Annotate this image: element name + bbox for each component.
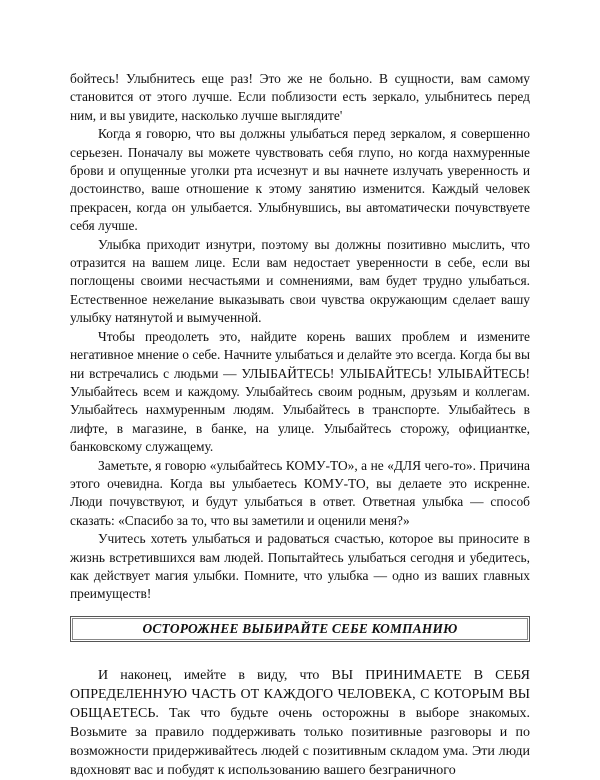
paragraph-smile-inside: Улыбка приходит изнутри, поэтому вы должны позитивно мыслить, что отразится на вашем лице. Если вам недостает уверенности в себе, если вы поглощены своими несчастьями и сомнениями, вам будет трудно улыбаться. Естественное нежелание выказывать свои чувства окружающим сделает вашу улыбку натянутой и вымученной. <box>70 236 530 326</box>
paragraph-company: И наконец, имейте в виду, что ВЫ ПРИНИМАЕТЕ В СЕБЯ ОПРЕДЕЛЕННУЮ ЧАСТЬ ОТ КАЖДОГО ЧЕЛОВЕКА, С КОТОРЫМ ВЫ ОБЩАЕТЕСЬ. Так что будьте очень осторожны в выборе знакомых. Возьмите за правило поддерживать только позитивные разговоры и по возможности придерживайтесь людей с позитивным складом ума. Эти люди вдохновят вас и побудят к использованию вашего безграничного <box>70 667 530 778</box>
paragraph-overcome: Чтобы преодолеть это, найдите корень ваших проблем и измените негативное мнение о себе. Начните улыбаться и делайте это всегда. Когда бы вы ни встречались с людьми — УЛЫБАЙТЕСЬ! УЛЫБАЙТЕСЬ! УЛЫБАЙТЕСЬ! Улыбайтесь всем и каждому. Улыбайтесь своим родным, друзьям и коллегам. Улыбайтесь нахмуренным людям. Улыбайтесь в транспорте. Улыбайтесь в лифте, в магазине, в банке, на улице. Улыбайтесь сторожу, официантке, банковскому служащему. <box>70 328 530 455</box>
section-heading: ОСТОРОЖНЕЕ ВЫБИРАЙТЕ СЕБЕ КОМПАНИЮ <box>70 616 530 642</box>
paragraph-mirror: Когда я говорю, что вы должны улыбаться перед зеркалом, я совершенно серьезен. Поначалу вы можете чувствовать себя глупо, но когда нахмуренные брови и опущенные уголки рта исчезнут и вы начнете излучать уверенность и достоинство, ваше отношение к этому занятию изменится. Каждый человек прекрасен, когда он улыбается. Улыбнувшись, вы автоматически почувствуете себя лучше. <box>70 126 530 234</box>
paragraph-continuation: бойтесь! Улыбнитесь еще раз! Это же не больно. В сущности, вам самому становится от этого лучше. Если поблизости есть зеркало, улыбнитесь перед ним, и вы увидите, насколько лучше выглядите' <box>70 71 530 123</box>
document-page <box>70 70 530 780</box>
paragraph-learn-to-smile: Учитесь хотеть улыбаться и радоваться счастью, которое вы приносите в жизнь встретившихся вам людей. Попытайтесь улыбаться сегодня и убедитесь, как действует магия улыбки. Помните, что улыбка — одно из ваших главных преимуществ! <box>70 531 530 602</box>
paragraph-smile-to-someone: Заметьте, я говорю «улыбайтесь КОМУ-ТО», а не «ДЛЯ чего-то». Причина этого очевидна. Когда вы улыбаетесь КОМУ-ТО, вы делаете это искренне. Люди почувствуют, и будут улыбаться в ответ. Ответная улыбка — способ сказать: «Спасибо за то, что вы заметили и оценили меня?» <box>70 457 530 528</box>
